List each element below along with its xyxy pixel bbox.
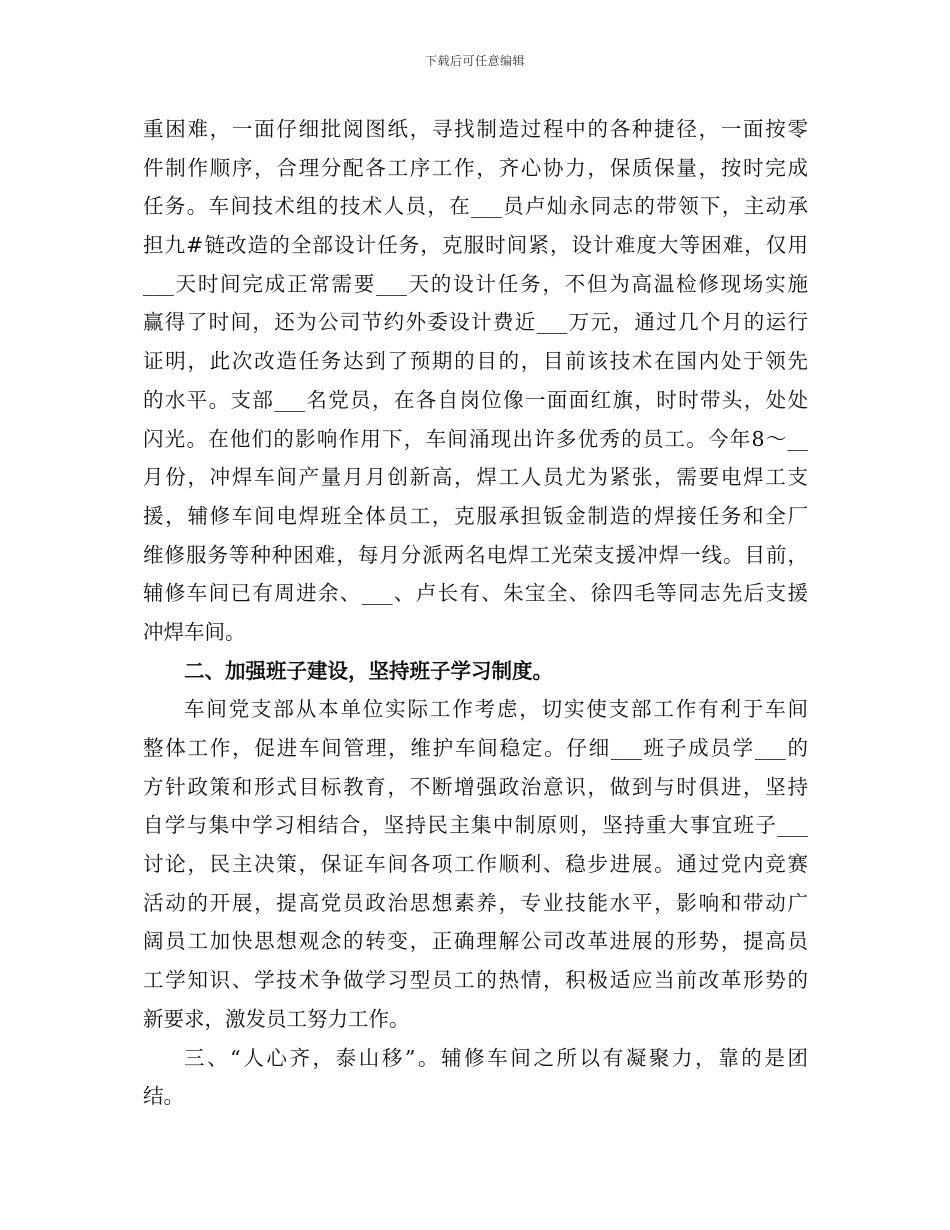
- text-line: 闪光。在他们的影响作用下，车间涌现出许多优秀的员工。今年8～__: [143, 426, 808, 451]
- text-line: 援，辅修车间电焊班全体员工，克服承担钣金制造的焊接任务和全厂: [143, 503, 808, 528]
- text-line: 整体工作，促进车间管理，维护车间稳定。仔细___班子成员学___的: [143, 736, 808, 760]
- text-line: 方针政策和形式目标教育，不断增强政治意识，做到与时俱进，坚持: [143, 774, 808, 799]
- text-line: 三、“人心齐，泰山移”。辅修车间之所以有凝聚力，靠的是团: [184, 1045, 808, 1070]
- text-line: 自学与集中学习相结合，坚持民主集中制原则，坚持重大事宜班子___: [143, 813, 808, 838]
- text-line: 辅修车间已有周进余、___、卢长有、朱宝全、徐四毛等同志先后支援: [143, 581, 808, 606]
- section-heading: 二、加强班子建设，坚持班子学习制度。: [184, 658, 553, 683]
- text-line: 活动的开展，提高党员政治思想素养，专业技能水平，影响和带动广: [143, 890, 808, 915]
- text-line: 阔员工加快思想观念的转变，正确理解公司改革进展的形势，提高员: [143, 929, 808, 954]
- text-line: 赢得了时间，还为公司节约外委设计费近___万元，通过几个月的运行: [143, 310, 808, 335]
- text-line: 讨论，民主决策，保证车间各项工作顺利、稳步进展。通过党内竞赛: [143, 852, 808, 877]
- text-line: 结。: [143, 1084, 184, 1109]
- text-line: 月份，冲焊车间产量月月创新高，焊工人员尤为紧张，需要电焊工支: [143, 465, 808, 490]
- text-line: 重困难，一面仔细批阅图纸，寻找制造过程中的各种捷径，一面按零: [143, 117, 808, 141]
- text-line: 的水平。支部___名党员，在各自岗位像一面面红旗，时时带头，处处: [143, 387, 808, 412]
- page-header: 下载后可任意编辑: [424, 54, 525, 68]
- document-body: [143, 110, 808, 1116]
- text-line: 冲焊车间。: [143, 619, 246, 644]
- text-line: 担九#链改造的全部设计任务，克服时间紧，设计难度大等困难，仅用: [143, 233, 808, 258]
- text-line: ___天时间完成正常需要___天的设计任务，不但为高温检修现场实施: [143, 271, 808, 296]
- text-line: 工学知识、学技术争做学习型员工的热情，积极适应当前改革形势的: [143, 968, 808, 993]
- text-line: 车间党支部从本单位实际工作考虑，切实使支部工作有利于车间: [184, 697, 808, 722]
- text-line: 维修服务等种种困难，每月分派两名电焊工光荣支援冲焊一线。目前，: [143, 542, 808, 567]
- text-line: 新要求，激发员工努力工作。: [143, 1006, 410, 1031]
- text-line: 证明，此次改造任务达到了预期的目的，目前该技术在国内处于领先: [143, 349, 808, 374]
- text-line: 件制作顺序，合理分配各工序工作，齐心协力，保质保量，按时完成: [143, 155, 808, 180]
- text-line: 任务。车间技术组的技术人员，在___员卢灿永同志的带领下，主动承: [143, 194, 808, 219]
